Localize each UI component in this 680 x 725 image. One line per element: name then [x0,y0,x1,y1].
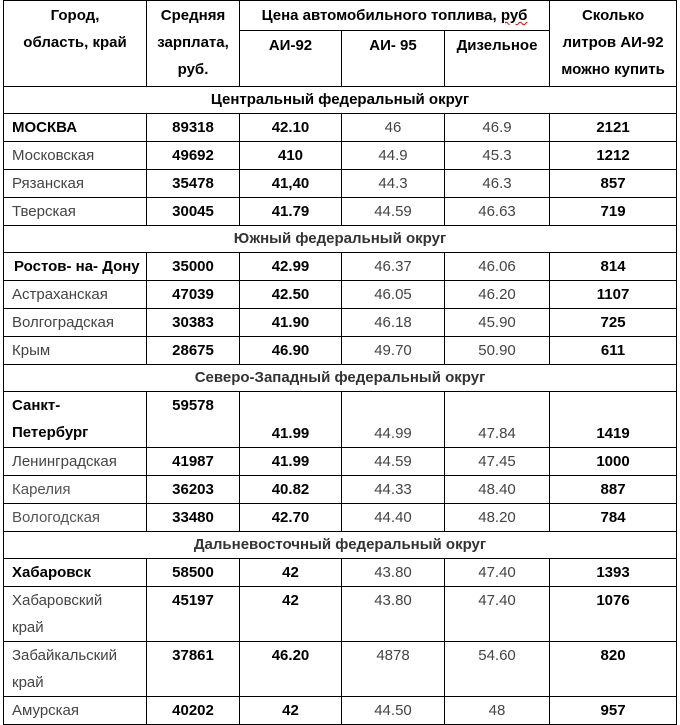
table-row [4,697,677,725]
cell-liters: 1212 [550,142,677,170]
cell-ai95: 43.80 [342,559,445,587]
cell-liters: 814 [550,253,677,281]
cell-city: МОСКВА [4,114,147,142]
table-row [4,504,677,532]
header-row-1 [4,1,677,31]
cell-ai95: 4878 [342,642,445,697]
cell-ai92: 41.79 [240,198,342,226]
section-title-row [4,226,677,253]
cell-diesel: 46.3 [445,170,550,198]
cell-diesel: 48.40 [445,476,550,504]
cell-ai92: 410 [240,142,342,170]
cell-diesel: 54.60 [445,642,550,697]
cell-city: Хабаровск [4,559,147,587]
cell-liters: 1000 [550,448,677,476]
cell-ai95: 46.05 [342,281,445,309]
cell-city: Рязанская [4,170,147,198]
cell-diesel: 46.63 [445,198,550,226]
cell-city: Карелия [4,476,147,504]
cell-city: Московская [4,142,147,170]
cell-ai92: 46.20 [240,642,342,697]
header-city [4,1,147,87]
cell-ai92: 40.82 [240,476,342,504]
table-row [4,476,677,504]
cell-diesel: 47.40 [445,587,550,642]
header-liters [550,1,677,87]
cell-city-line2: край [12,619,44,636]
header-price-group [240,1,550,31]
section-title: Дальневосточный федеральный округ [4,532,677,559]
cell-diesel: 50.90 [445,337,550,365]
cell-liters: 1419 [550,392,677,448]
cell-salary: 30383 [147,309,240,337]
cell-city: Астраханская [4,281,147,309]
header-liters-line2: литров АИ-92 [562,34,664,51]
table-row [4,142,677,170]
cell-liters: 611 [550,337,677,365]
cell-ai92: 46.90 [240,337,342,365]
cell-city: Ленинградская [4,448,147,476]
cell-ai95: 46.37 [342,253,445,281]
cell-city: Тверская [4,198,147,226]
cell-ai95: 46.18 [342,309,445,337]
cell-diesel: 45.3 [445,142,550,170]
cell-liters: 719 [550,198,677,226]
section-title: Северо-Западный федеральный округ [4,365,677,392]
table-row [4,392,677,448]
section-title: Южный федеральный округ [4,226,677,253]
cell-liters: 1393 [550,559,677,587]
cell-ai95: 44.59 [342,448,445,476]
cell-salary: 58500 [147,559,240,587]
cell-salary: 35000 [147,253,240,281]
section-title: Центральный федеральный округ [4,87,677,114]
cell-salary: 49692 [147,142,240,170]
cell-salary: 45197 [147,587,240,642]
cell-city-line1: Забайкальский [12,647,117,664]
header-salary-line2: зарплата, [157,34,229,51]
table-row [4,198,677,226]
cell-salary: 40202 [147,697,240,725]
cell-liters: 2121 [550,114,677,142]
cell-city: Крым [4,337,147,365]
cell-ai95: 43.80 [342,587,445,642]
cell-city-line2: край [12,674,44,691]
cell-ai92: 41.99 [240,448,342,476]
cell-salary: 47039 [147,281,240,309]
cell-salary: 36203 [147,476,240,504]
cell-diesel: 47.45 [445,448,550,476]
header-city-line2: область, край [23,34,127,51]
cell-city: Волгоградская [4,309,147,337]
cell-ai92: 42 [240,559,342,587]
fuel-price-table [3,0,677,725]
cell-liters: 1107 [550,281,677,309]
table-row [4,253,677,281]
cell-diesel: 46.20 [445,281,550,309]
table-row [4,448,677,476]
cell-ai92: 42 [240,587,342,642]
cell-ai95: 44.59 [342,198,445,226]
cell-salary: 37861 [147,642,240,697]
cell-ai95: 44.3 [342,170,445,198]
cell-salary: 35478 [147,170,240,198]
cell-ai92: 42.99 [240,253,342,281]
cell-ai95: 46 [342,114,445,142]
cell-diesel: 48.20 [445,504,550,532]
table-row [4,587,677,642]
header-price-group-unit: руб [500,7,528,24]
cell-diesel: 48 [445,697,550,725]
cell-ai92: 42.70 [240,504,342,532]
cell-liters: 820 [550,642,677,697]
cell-ai95: 49.70 [342,337,445,365]
table-row [4,337,677,365]
cell-ai92: 41,40 [240,170,342,198]
section-title-row [4,87,677,114]
cell-liters: 784 [550,504,677,532]
table-row [4,642,677,697]
cell-ai92: 42.10 [240,114,342,142]
table-row [4,559,677,587]
table-row [4,114,677,142]
cell-city: Ростов- на- Дону [4,253,147,281]
cell-ai95: 44.40 [342,504,445,532]
header-price-group-main: Цена автомобильного топлива, [261,7,501,24]
cell-salary: 59578 [147,392,240,448]
cell-liters: 887 [550,476,677,504]
header-liters-line3: можно купить [561,61,665,78]
cell-city: Вологодская [4,504,147,532]
section-title-row [4,365,677,392]
cell-ai92: 41.90 [240,309,342,337]
section-title-row [4,532,677,559]
header-salary-line1: Средняя [160,7,226,24]
cell-city [4,587,147,642]
table-row [4,170,677,198]
cell-ai92: 42.50 [240,281,342,309]
cell-diesel: 46.06 [445,253,550,281]
cell-salary: 28675 [147,337,240,365]
cell-ai92: 42 [240,697,342,725]
cell-liters: 725 [550,309,677,337]
header-salary [147,1,240,87]
cell-salary: 33480 [147,504,240,532]
header-city-line1: Город, [50,7,100,24]
header-liters-line1: Сколько [581,7,645,24]
cell-liters: 1076 [550,587,677,642]
cell-ai95: 44.33 [342,476,445,504]
cell-city-line1: Санкт- [12,397,61,414]
table-row [4,309,677,337]
table-row [4,281,677,309]
cell-diesel: 47.40 [445,559,550,587]
cell-city-line2: Петербург [12,424,89,441]
cell-salary: 89318 [147,114,240,142]
cell-city-line1: Хабаровский [12,592,103,609]
cell-city: Амурская [4,697,147,725]
cell-diesel: 47.84 [445,392,550,448]
cell-liters: 857 [550,170,677,198]
header-ai95: АИ- 95 [342,31,445,87]
cell-ai92: 41.99 [240,392,342,448]
cell-diesel: 46.9 [445,114,550,142]
cell-city [4,392,147,448]
cell-ai95: 44.9 [342,142,445,170]
header-ai92: АИ-92 [240,31,342,87]
cell-diesel: 45.90 [445,309,550,337]
cell-ai95: 44.99 [342,392,445,448]
cell-salary: 30045 [147,198,240,226]
header-diesel: Дизельное [445,31,550,87]
cell-liters: 957 [550,697,677,725]
header-salary-line3: руб. [177,61,209,78]
cell-ai95: 44.50 [342,697,445,725]
cell-salary: 41987 [147,448,240,476]
cell-city [4,642,147,697]
